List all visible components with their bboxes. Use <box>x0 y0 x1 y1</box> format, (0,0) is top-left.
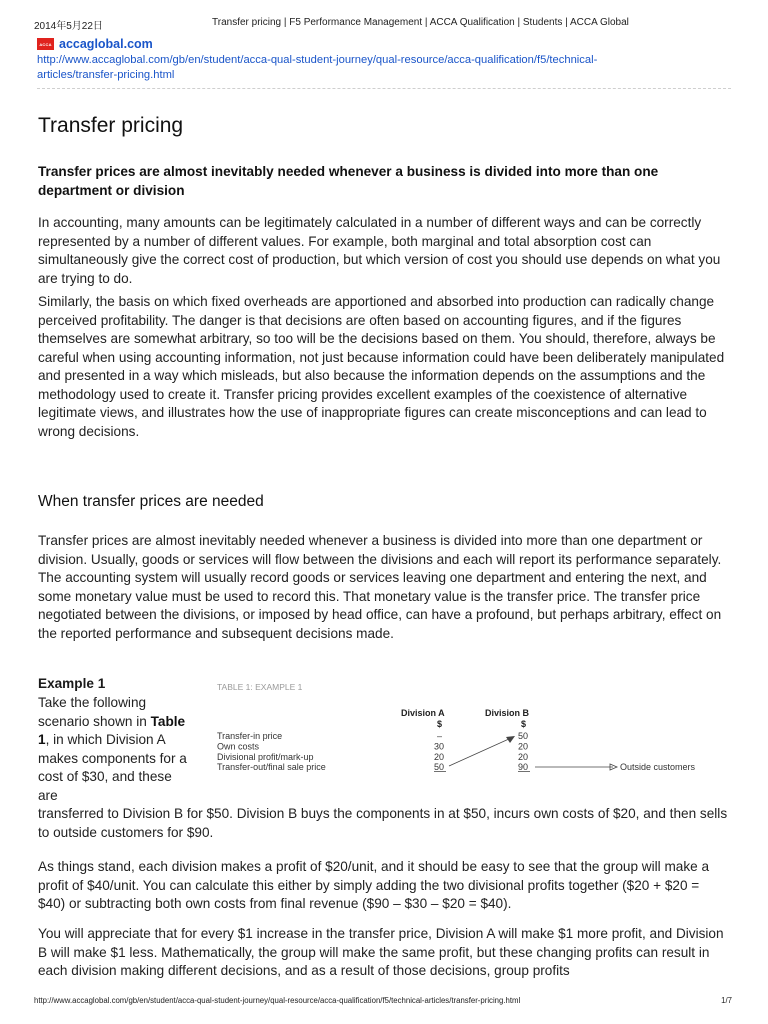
example-side-a: Take the following scenario shown in <box>38 695 151 729</box>
row-a-final-price: 50 <box>434 762 445 772</box>
paragraph-5: You will appreciate that for every $1 increase in the transfer price, Division A will make $1 more profit, and Division B will make $1 less. Mathematically, the group will make the same profit, but these changing profits can result in each division making different decisions, and as a result of those decisions, group profits <box>38 926 724 978</box>
site-row <box>37 36 153 52</box>
article-lead: Transfer prices are almost inevitably needed whenever a business is divided into more than one department or division <box>38 164 659 198</box>
paragraph-4: As things stand, each division makes a profit of $20/unit, and it should be easy to see that the group will make a profit of $40/unit. You can calculate this either by simply adding the two divisional profits together ($20 + $20 = $40) or subtracting both own costs from final revenue ($90 – $30 – $20 = $40). <box>38 859 710 911</box>
section-heading: When transfer prices are needed <box>38 493 264 510</box>
row-label-profit: Divisional profit/mark-up <box>217 752 314 762</box>
paragraph-1: In accounting, many amounts can be legitimately calculated in a number of different ways and can be correctly represented by a number of different values. For example, both marginal and total absorption cost can simultaneously give the correct cost of production, but which version of cost you should use depends on what you are trying to do. <box>38 215 721 286</box>
page-url-line2: articles/transfer-pricing.html <box>37 69 175 81</box>
table-1-figure <box>215 672 735 772</box>
page-url-line1: http://www.accaglobal.com/gb/en/student/acca-qual-student-journey/qual-resource/acca-qualification/f5/technical- <box>37 54 598 66</box>
page-url-link[interactable] <box>37 53 717 83</box>
footer-page-number: 1/7 <box>721 996 732 1005</box>
row-label-final-price: Transfer-out/final sale price <box>217 762 326 772</box>
row-a-own-costs: 30 <box>434 741 445 752</box>
acca-logo-icon: ACCA <box>37 38 54 50</box>
row-b-transfer-in: 50 <box>518 731 529 741</box>
footer-url: http://www.accaglobal.com/gb/en/student/acca-qual-student-journey/qual-resource/acca-qualification/f5/technical-articles/transfer-pricing.html <box>34 996 521 1005</box>
example-continuation: transferred to Division B for $50. Division B buys the components in at $50, incurs own costs of $20, and then sells to outside customers for $90. <box>38 806 728 840</box>
example-side-b: , in which Division A makes components for a cost of $30, and these are <box>38 732 187 803</box>
col-header-division-a: Division A <box>401 708 445 718</box>
col-unit-b: $ <box>521 719 527 729</box>
row-label-transfer-in: Transfer-in price <box>217 731 283 741</box>
row-label-own-costs: Own costs <box>217 741 260 752</box>
table-1-reference: Table 1 <box>38 713 186 747</box>
col-header-division-b: Division B <box>485 708 530 718</box>
article-title: Transfer pricing <box>38 114 184 137</box>
transfer-arrow-line <box>449 738 511 766</box>
paragraph-3: Transfer prices are almost inevitably needed whenever a business is divided into more than one department or division. Usually, goods or services will flow between the divisions and each will report its performance separately. The accounting system will usually record goods or services leaving one department and entering the next, and some monetary value must be used to record this. That monetary value is the transfer price. The transfer price negotiated between the divisions, or imposed by head office, can have a profound, but perhaps arbitrary, effect on the reported performance and subsequent decisions made. <box>38 533 722 641</box>
row-b-final-price: 90 <box>518 762 529 772</box>
print-date: 2014年5月22日 <box>34 21 103 32</box>
table-caption: TABLE 1: EXAMPLE 1 <box>217 682 303 692</box>
example-title: Example 1 <box>38 676 106 691</box>
site-name-link[interactable]: accaglobal.com <box>59 37 153 51</box>
example-side-text <box>38 694 188 805</box>
paragraph-2: Similarly, the basis on which fixed overheads are apportioned and absorbed into production can radically change perceived profitability. The danger is that decisions are often based on accounting figures, and if the figures themselves are somewhat arbitrary, so too will be the decisions based on them. You should, therefore, always be careful when using accounting information, not just because information could have been deliberately manipulated and presented in a way which misleads, but also because the information depends on the assumptions and the methodology used to create it. Transfer pricing provides excellent examples of the coexistence of alternative legitimate views, and illustrates how the use of inappropriate figures can create misconceptions and can lead to wrong decisions. <box>38 294 725 439</box>
print-page-title: Transfer pricing | F5 Performance Management | ACCA Qualification | Students | ACCA Global <box>212 17 629 28</box>
row-a-profit: 20 <box>434 752 445 762</box>
print-header <box>34 17 734 31</box>
dashed-divider <box>37 88 731 89</box>
outside-customers-label: Outside customers <box>620 762 696 772</box>
row-b-own-costs: 20 <box>518 741 529 752</box>
row-a-transfer-in: – <box>437 731 443 741</box>
row-b-profit: 20 <box>518 752 529 762</box>
col-unit-a: $ <box>437 719 443 729</box>
